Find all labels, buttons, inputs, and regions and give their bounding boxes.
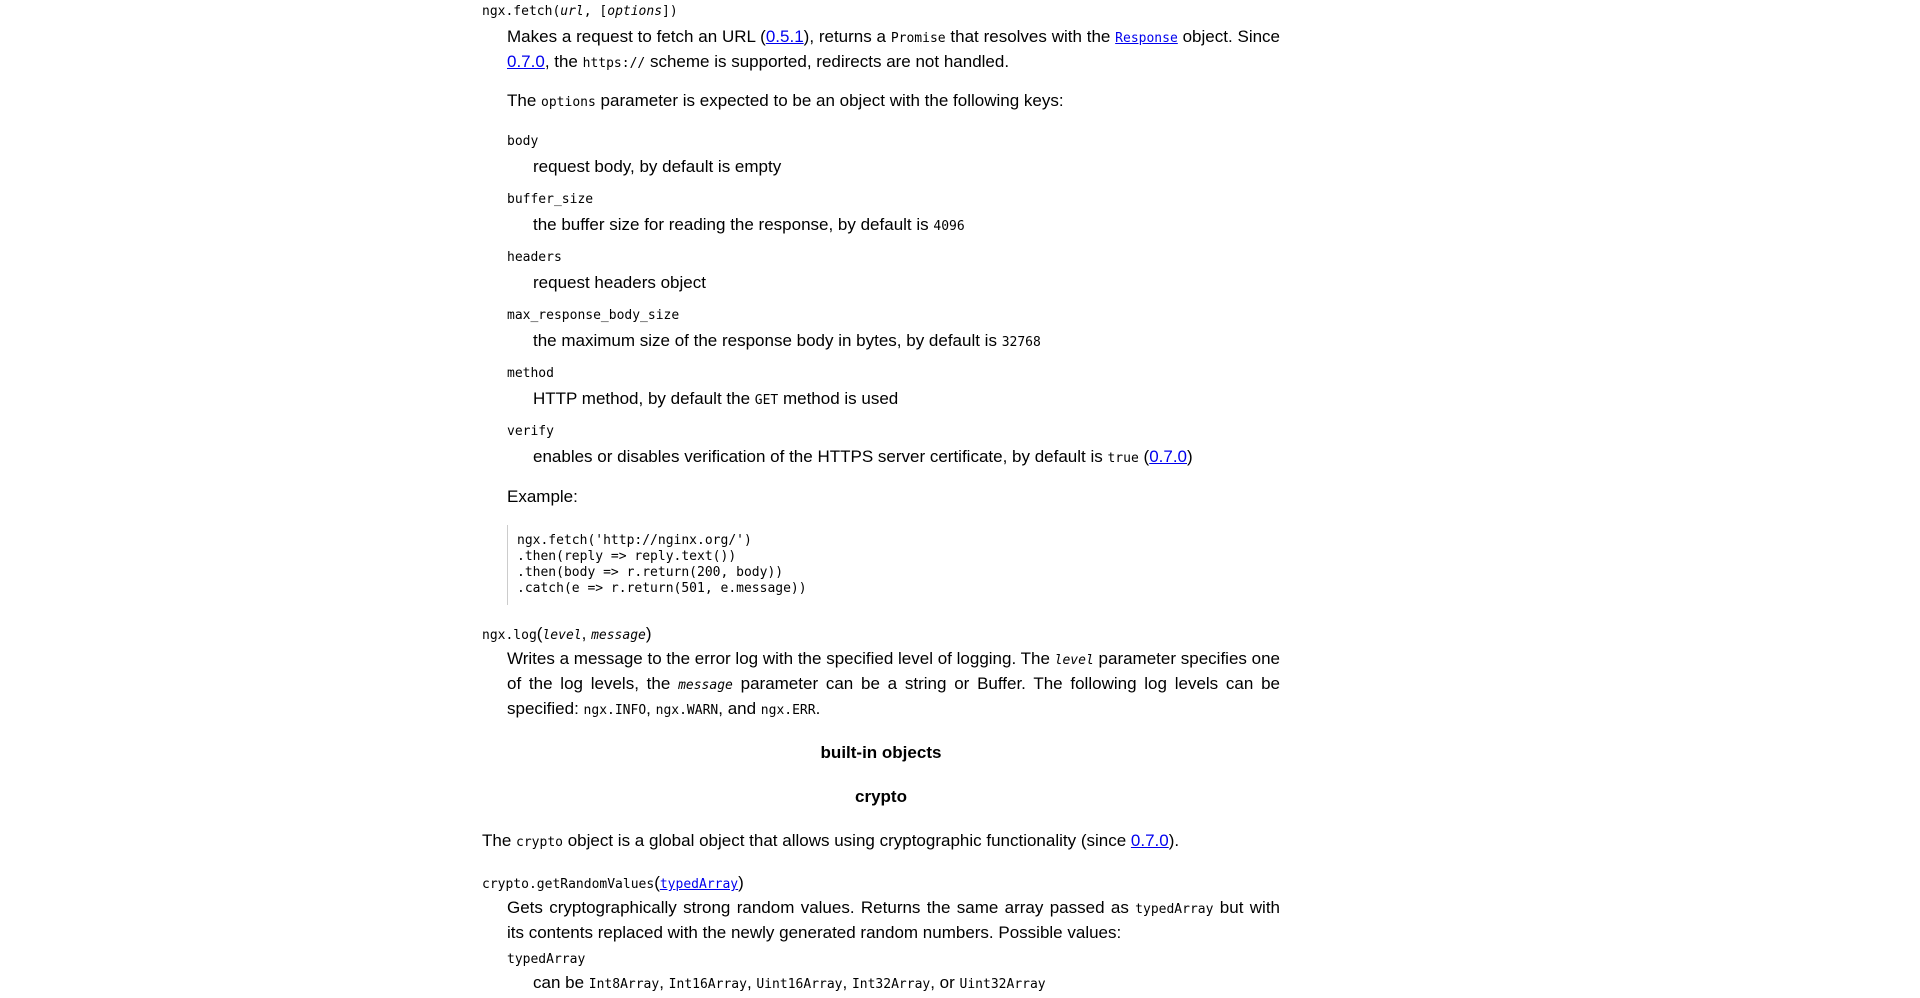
option-term: buffer_size	[507, 192, 594, 207]
option-term: body	[507, 134, 539, 149]
version-link-0-7-0[interactable]: 0.7.0	[1130, 831, 1169, 850]
option-term: verify	[507, 424, 554, 439]
example-code-block: ngx.fetch('http://nginx.org/') .then(reply => reply.text()) .then(body => r.return(200, body)) .catch(e => r.return(501, e.message))	[507, 525, 947, 605]
section-heading-crypto: crypto	[855, 787, 907, 806]
example-label: Example:	[507, 487, 578, 506]
option-desc: request headers object	[533, 273, 706, 292]
option-desc: HTTP method, by default the GET method is used	[533, 389, 899, 408]
log-description: Writes a message to the error log with the specified level of logging. The level parameter specifies one of the log levels, the message parameter can be a string or Buffer. The following log levels can be specified: ngx.INFO, ngx.WARN, and ngx.ERR.	[507, 649, 1281, 718]
options-intro: The options parameter is expected to be an object with the following keys:	[507, 91, 1064, 110]
typedarray-term: typedArray	[507, 952, 586, 967]
option-desc: request body, by default is empty	[533, 157, 782, 176]
typedarray-desc: can be Int8Array, Int16Array, Uint16Array, Int32Array, or Uint32Array	[533, 973, 1046, 992]
crypto-description: The crypto object is a global object that allows using cryptographic functionality (since 0.7.0).	[482, 831, 1180, 850]
option-term: max_response_body_size	[507, 308, 680, 323]
version-link-0-7-0[interactable]: 0.7.0	[1149, 447, 1187, 466]
getrandomvalues-signature: crypto.getRandomValues(typedArray)	[482, 873, 744, 892]
option-desc: enables or disables verification of the HTTPS server certificate, by default is true (0.7.0)	[533, 447, 1193, 466]
section-heading-builtin-objects: built-in objects	[820, 743, 942, 762]
log-signature: ngx.log(level, message)	[482, 624, 652, 643]
fetch-signature: ngx.fetch(url, [options])	[482, 4, 678, 19]
option-desc: the buffer size for reading the response, by default is 4096	[533, 215, 965, 234]
version-link-0-7-0[interactable]: 0.7.0	[507, 52, 545, 71]
fetch-description: Makes a request to fetch an URL (0.5.1), returns a Promise that resolves with the Response object. Since 0.7.0, the https:// scheme is supported, redirects are not handled.	[507, 27, 1281, 71]
response-link[interactable]: Response	[1115, 31, 1178, 46]
option-term: headers	[507, 250, 562, 265]
getrandomvalues-description: Gets cryptographically strong random values. Returns the same array passed as typedArray but with its contents replaced with the newly generated random numbers. Possible values:	[507, 898, 1280, 942]
option-desc: the maximum size of the response body in bytes, by default is 32768	[533, 331, 1041, 350]
typedarray-link[interactable]: typedArray	[659, 877, 739, 892]
version-link-0-5-1[interactable]: 0.5.1	[765, 27, 804, 46]
option-term: method	[507, 366, 554, 381]
